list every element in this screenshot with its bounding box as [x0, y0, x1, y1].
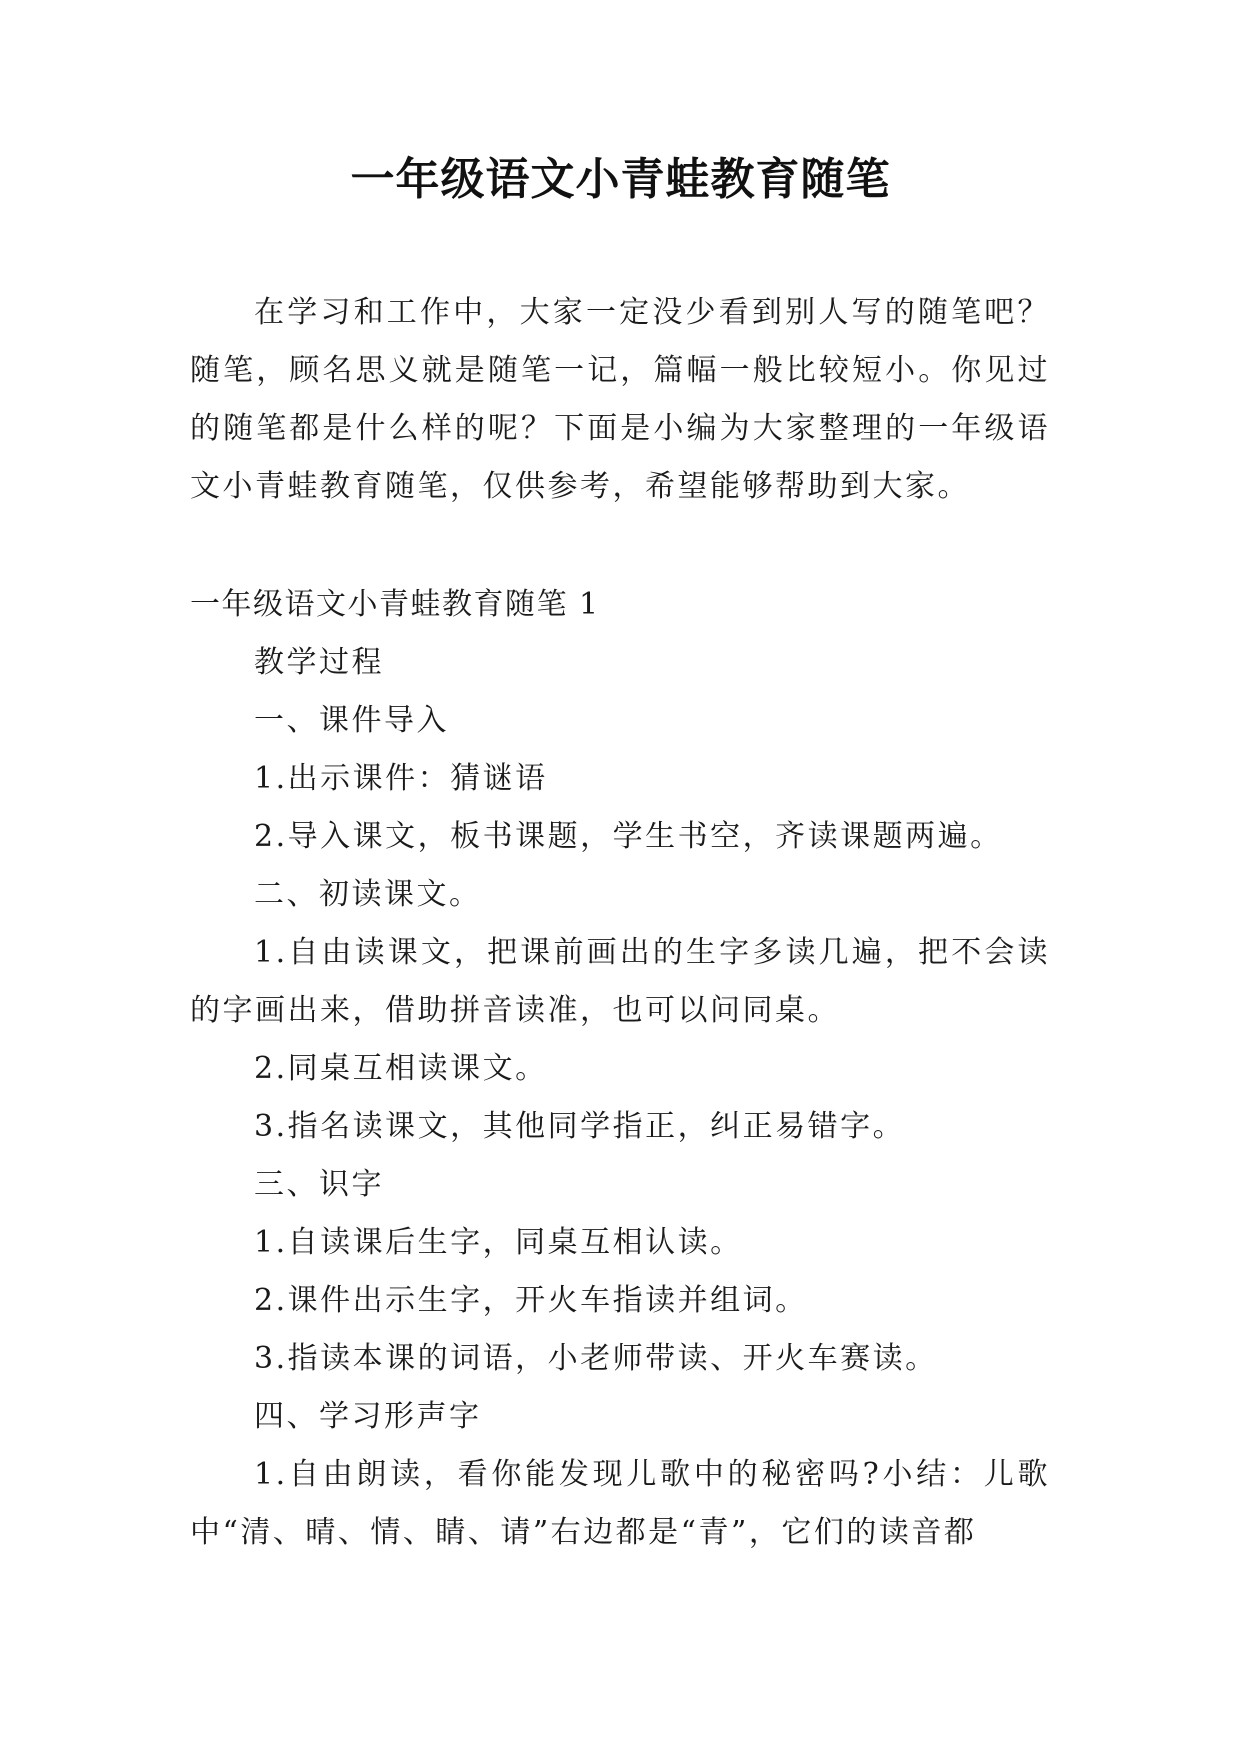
- paragraph: 1.出示课件：猜谜语: [254, 761, 548, 796]
- paragraph-step-3-heading: 三、识字: [254, 1167, 384, 1202]
- paragraph-step-1-heading: 一、课件导入: [254, 703, 449, 738]
- paragraph-teaching-process: 教学过程: [254, 645, 384, 680]
- paragraph: 1.自由读课文，把课前画出的生字多读几遍，把不会读的字画出来，借助拼音读准，也可以问同桌。: [190, 935, 1050, 1028]
- document-title: 一年级语文小青蛙教育随笔: [350, 154, 891, 205]
- section-heading: 一年级语文小青蛙教育随笔 1: [190, 587, 600, 622]
- paragraph: 1.自由朗读，看你能发现儿歌中的秘密吗?小结：儿歌中“清、晴、情、睛、请”右边都是“青”，它们的读音都: [190, 1457, 1050, 1550]
- paragraph: 2.同桌互相读课文。: [254, 1051, 548, 1086]
- paragraph: 3.指名读课文，其他同学指正，纠正易错字。: [254, 1109, 906, 1144]
- paragraph-step-4-heading: 四、学习形声字: [254, 1399, 482, 1434]
- paragraph: 2.导入课文，板书课题，学生书空，齐读课题两遍。: [254, 819, 1003, 854]
- intro-paragraph: 在学习和工作中，大家一定没少看到别人写的随笔吧？随笔，顾名思义就是随笔一记，篇幅一般比较短小。你见过的随笔都是什么样的呢？下面是小编为大家整理的一年级语文小青蛙教育随笔，仅供参考，希望能够帮助到大家。: [190, 295, 1050, 504]
- paragraph: 3.指读本课的词语，小老师带读、开火车赛读。: [254, 1341, 938, 1376]
- section-content: [190, 634, 1050, 1562]
- paragraph: 1.自读课后生字，同桌互相认读。: [254, 1225, 743, 1260]
- paragraph: 2.课件出示生字，开火车指读并组词。: [254, 1283, 808, 1318]
- paragraph-step-2-heading: 二、初读课文。: [254, 877, 482, 912]
